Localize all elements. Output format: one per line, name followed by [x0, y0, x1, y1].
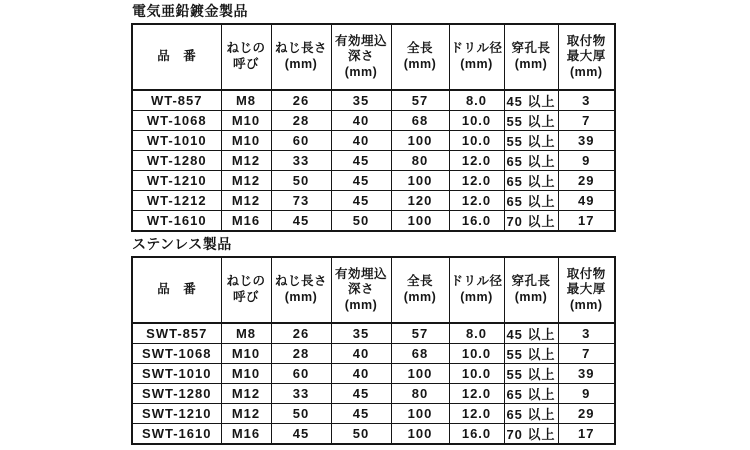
table-cell: 7 — [558, 111, 615, 131]
table-cell: WT-1068 — [132, 111, 221, 131]
table-cell: 3 — [558, 90, 615, 111]
table-cell: 10.0 — [449, 344, 504, 364]
stainless-products-table — [131, 256, 616, 445]
table-cell: WT-1010 — [132, 131, 221, 151]
table-cell: 28 — [271, 344, 331, 364]
table-cell: M8 — [221, 323, 271, 344]
table-cell: 68 — [391, 344, 449, 364]
table-cell: WT-857 — [132, 90, 221, 111]
table-cell: 45 — [271, 211, 331, 232]
table-cell: 12.0 — [449, 151, 504, 171]
table-cell: 70 以上 — [504, 424, 558, 445]
table-cell: 65 以上 — [504, 191, 558, 211]
table-cell: 29 — [558, 171, 615, 191]
table-cell: WT-1212 — [132, 191, 221, 211]
table-cell: 55 以上 — [504, 364, 558, 384]
table-cell: 60 — [271, 364, 331, 384]
table-cell: 120 — [391, 191, 449, 211]
table-row — [132, 171, 615, 191]
table-cell: 55 以上 — [504, 111, 558, 131]
table-cell: 45 — [331, 384, 391, 404]
table-cell: SWT-1280 — [132, 384, 221, 404]
header-cell: 有効埋込 深さ (mm) — [331, 24, 391, 90]
table-cell: 80 — [391, 384, 449, 404]
table-cell: 7 — [558, 344, 615, 364]
stainless-products-section — [131, 236, 616, 445]
table-cell: 29 — [558, 404, 615, 424]
table-cell: 16.0 — [449, 211, 504, 232]
table-cell: 40 — [331, 344, 391, 364]
table-cell: 12.0 — [449, 171, 504, 191]
table-cell: 55 以上 — [504, 131, 558, 151]
table-cell: 28 — [271, 111, 331, 131]
table-cell: 100 — [391, 404, 449, 424]
header-cell: 全長 (mm) — [391, 257, 449, 323]
table-row — [132, 424, 615, 445]
table-cell: 100 — [391, 211, 449, 232]
header-cell: 品 番 — [132, 24, 221, 90]
table-cell: M16 — [221, 211, 271, 232]
header-cell: ねじの 呼び — [221, 257, 271, 323]
table-cell: WT-1280 — [132, 151, 221, 171]
table-cell: 12.0 — [449, 384, 504, 404]
table-row — [132, 364, 615, 384]
header-cell: ねじ長さ (mm) — [271, 257, 331, 323]
table-cell: 45 以上 — [504, 90, 558, 111]
header-cell: 全長 (mm) — [391, 24, 449, 90]
table-cell: 57 — [391, 90, 449, 111]
table-cell: 39 — [558, 364, 615, 384]
table-row — [132, 344, 615, 364]
galvanized-products-table — [131, 23, 616, 232]
header-cell: 穿孔長 (mm) — [504, 24, 558, 90]
stainless-products-title: ステンレス製品 — [132, 236, 232, 252]
table-cell: SWT-1068 — [132, 344, 221, 364]
table-cell: WT-1610 — [132, 211, 221, 232]
header-cell: 穿孔長 (mm) — [504, 257, 558, 323]
table-cell: 73 — [271, 191, 331, 211]
table-row — [132, 323, 615, 344]
table-cell: 50 — [331, 211, 391, 232]
table-cell: 9 — [558, 151, 615, 171]
galvanized-products-section — [131, 3, 616, 232]
table-row — [132, 90, 615, 111]
table-cell: 50 — [271, 404, 331, 424]
table-cell: 9 — [558, 384, 615, 404]
table-cell: 39 — [558, 131, 615, 151]
table-row — [132, 211, 615, 232]
table-cell: M12 — [221, 151, 271, 171]
header-cell: 取付物 最大厚 (mm) — [558, 257, 615, 323]
table-cell: 68 — [391, 111, 449, 131]
table-cell: 55 以上 — [504, 344, 558, 364]
table-cell: M12 — [221, 171, 271, 191]
table-cell: 10.0 — [449, 131, 504, 151]
table-cell: M12 — [221, 191, 271, 211]
table-cell: 17 — [558, 211, 615, 232]
table-cell: 10.0 — [449, 364, 504, 384]
table-cell: 65 以上 — [504, 384, 558, 404]
table-cell: M16 — [221, 424, 271, 445]
table-cell: 10.0 — [449, 111, 504, 131]
table-cell: 65 以上 — [504, 151, 558, 171]
table-cell: 50 — [271, 171, 331, 191]
header-cell: ドリル径 (mm) — [449, 24, 504, 90]
table-cell: M10 — [221, 344, 271, 364]
table-cell: 45 — [331, 191, 391, 211]
table-cell: M12 — [221, 404, 271, 424]
table-row — [132, 191, 615, 211]
table-cell: 8.0 — [449, 90, 504, 111]
table-cell: SWT-1610 — [132, 424, 221, 445]
table-cell: 50 — [331, 424, 391, 445]
table-cell: M10 — [221, 131, 271, 151]
table-cell: 100 — [391, 424, 449, 445]
table-cell: 65 以上 — [504, 404, 558, 424]
table-cell: 17 — [558, 424, 615, 445]
table-cell: 100 — [391, 171, 449, 191]
table-row — [132, 131, 615, 151]
table-cell: 35 — [331, 90, 391, 111]
table-row — [132, 151, 615, 171]
table-cell: 40 — [331, 131, 391, 151]
table-cell: 100 — [391, 131, 449, 151]
table-cell: 45 — [331, 171, 391, 191]
table-cell: 33 — [271, 151, 331, 171]
header-row — [132, 24, 615, 90]
header-cell: ねじの 呼び — [221, 24, 271, 90]
table-cell: 8.0 — [449, 323, 504, 344]
table-cell: 80 — [391, 151, 449, 171]
table-cell: 26 — [271, 90, 331, 111]
table-cell: M10 — [221, 111, 271, 131]
table-cell: 45 — [331, 404, 391, 424]
table-cell: 12.0 — [449, 191, 504, 211]
table-cell: 49 — [558, 191, 615, 211]
table-row — [132, 384, 615, 404]
table-cell: 26 — [271, 323, 331, 344]
table-cell: SWT-857 — [132, 323, 221, 344]
table-row — [132, 111, 615, 131]
header-cell: ドリル径 (mm) — [449, 257, 504, 323]
table-cell: 45 以上 — [504, 323, 558, 344]
table-cell: SWT-1010 — [132, 364, 221, 384]
table-cell: 33 — [271, 384, 331, 404]
header-cell: 取付物 最大厚 (mm) — [558, 24, 615, 90]
header-cell: ねじ長さ (mm) — [271, 24, 331, 90]
table-cell: 65 以上 — [504, 171, 558, 191]
table-cell: 100 — [391, 364, 449, 384]
table-cell: WT-1210 — [132, 171, 221, 191]
table-cell: 16.0 — [449, 424, 504, 445]
table-cell: M12 — [221, 384, 271, 404]
table-cell: 57 — [391, 323, 449, 344]
header-cell: 品 番 — [132, 257, 221, 323]
galvanized-products-title: 電気亜鉛鍍金製品 — [132, 3, 248, 19]
table-cell: M8 — [221, 90, 271, 111]
header-row — [132, 257, 615, 323]
table-cell: 45 — [271, 424, 331, 445]
table-cell: 40 — [331, 364, 391, 384]
table-cell: 40 — [331, 111, 391, 131]
header-cell: 有効埋込 深さ (mm) — [331, 257, 391, 323]
table-cell: 45 — [331, 151, 391, 171]
table-cell: 70 以上 — [504, 211, 558, 232]
table-cell: SWT-1210 — [132, 404, 221, 424]
table-cell: M10 — [221, 364, 271, 384]
table-cell: 3 — [558, 323, 615, 344]
table-cell: 12.0 — [449, 404, 504, 424]
table-row — [132, 404, 615, 424]
table-cell: 60 — [271, 131, 331, 151]
table-cell: 35 — [331, 323, 391, 344]
